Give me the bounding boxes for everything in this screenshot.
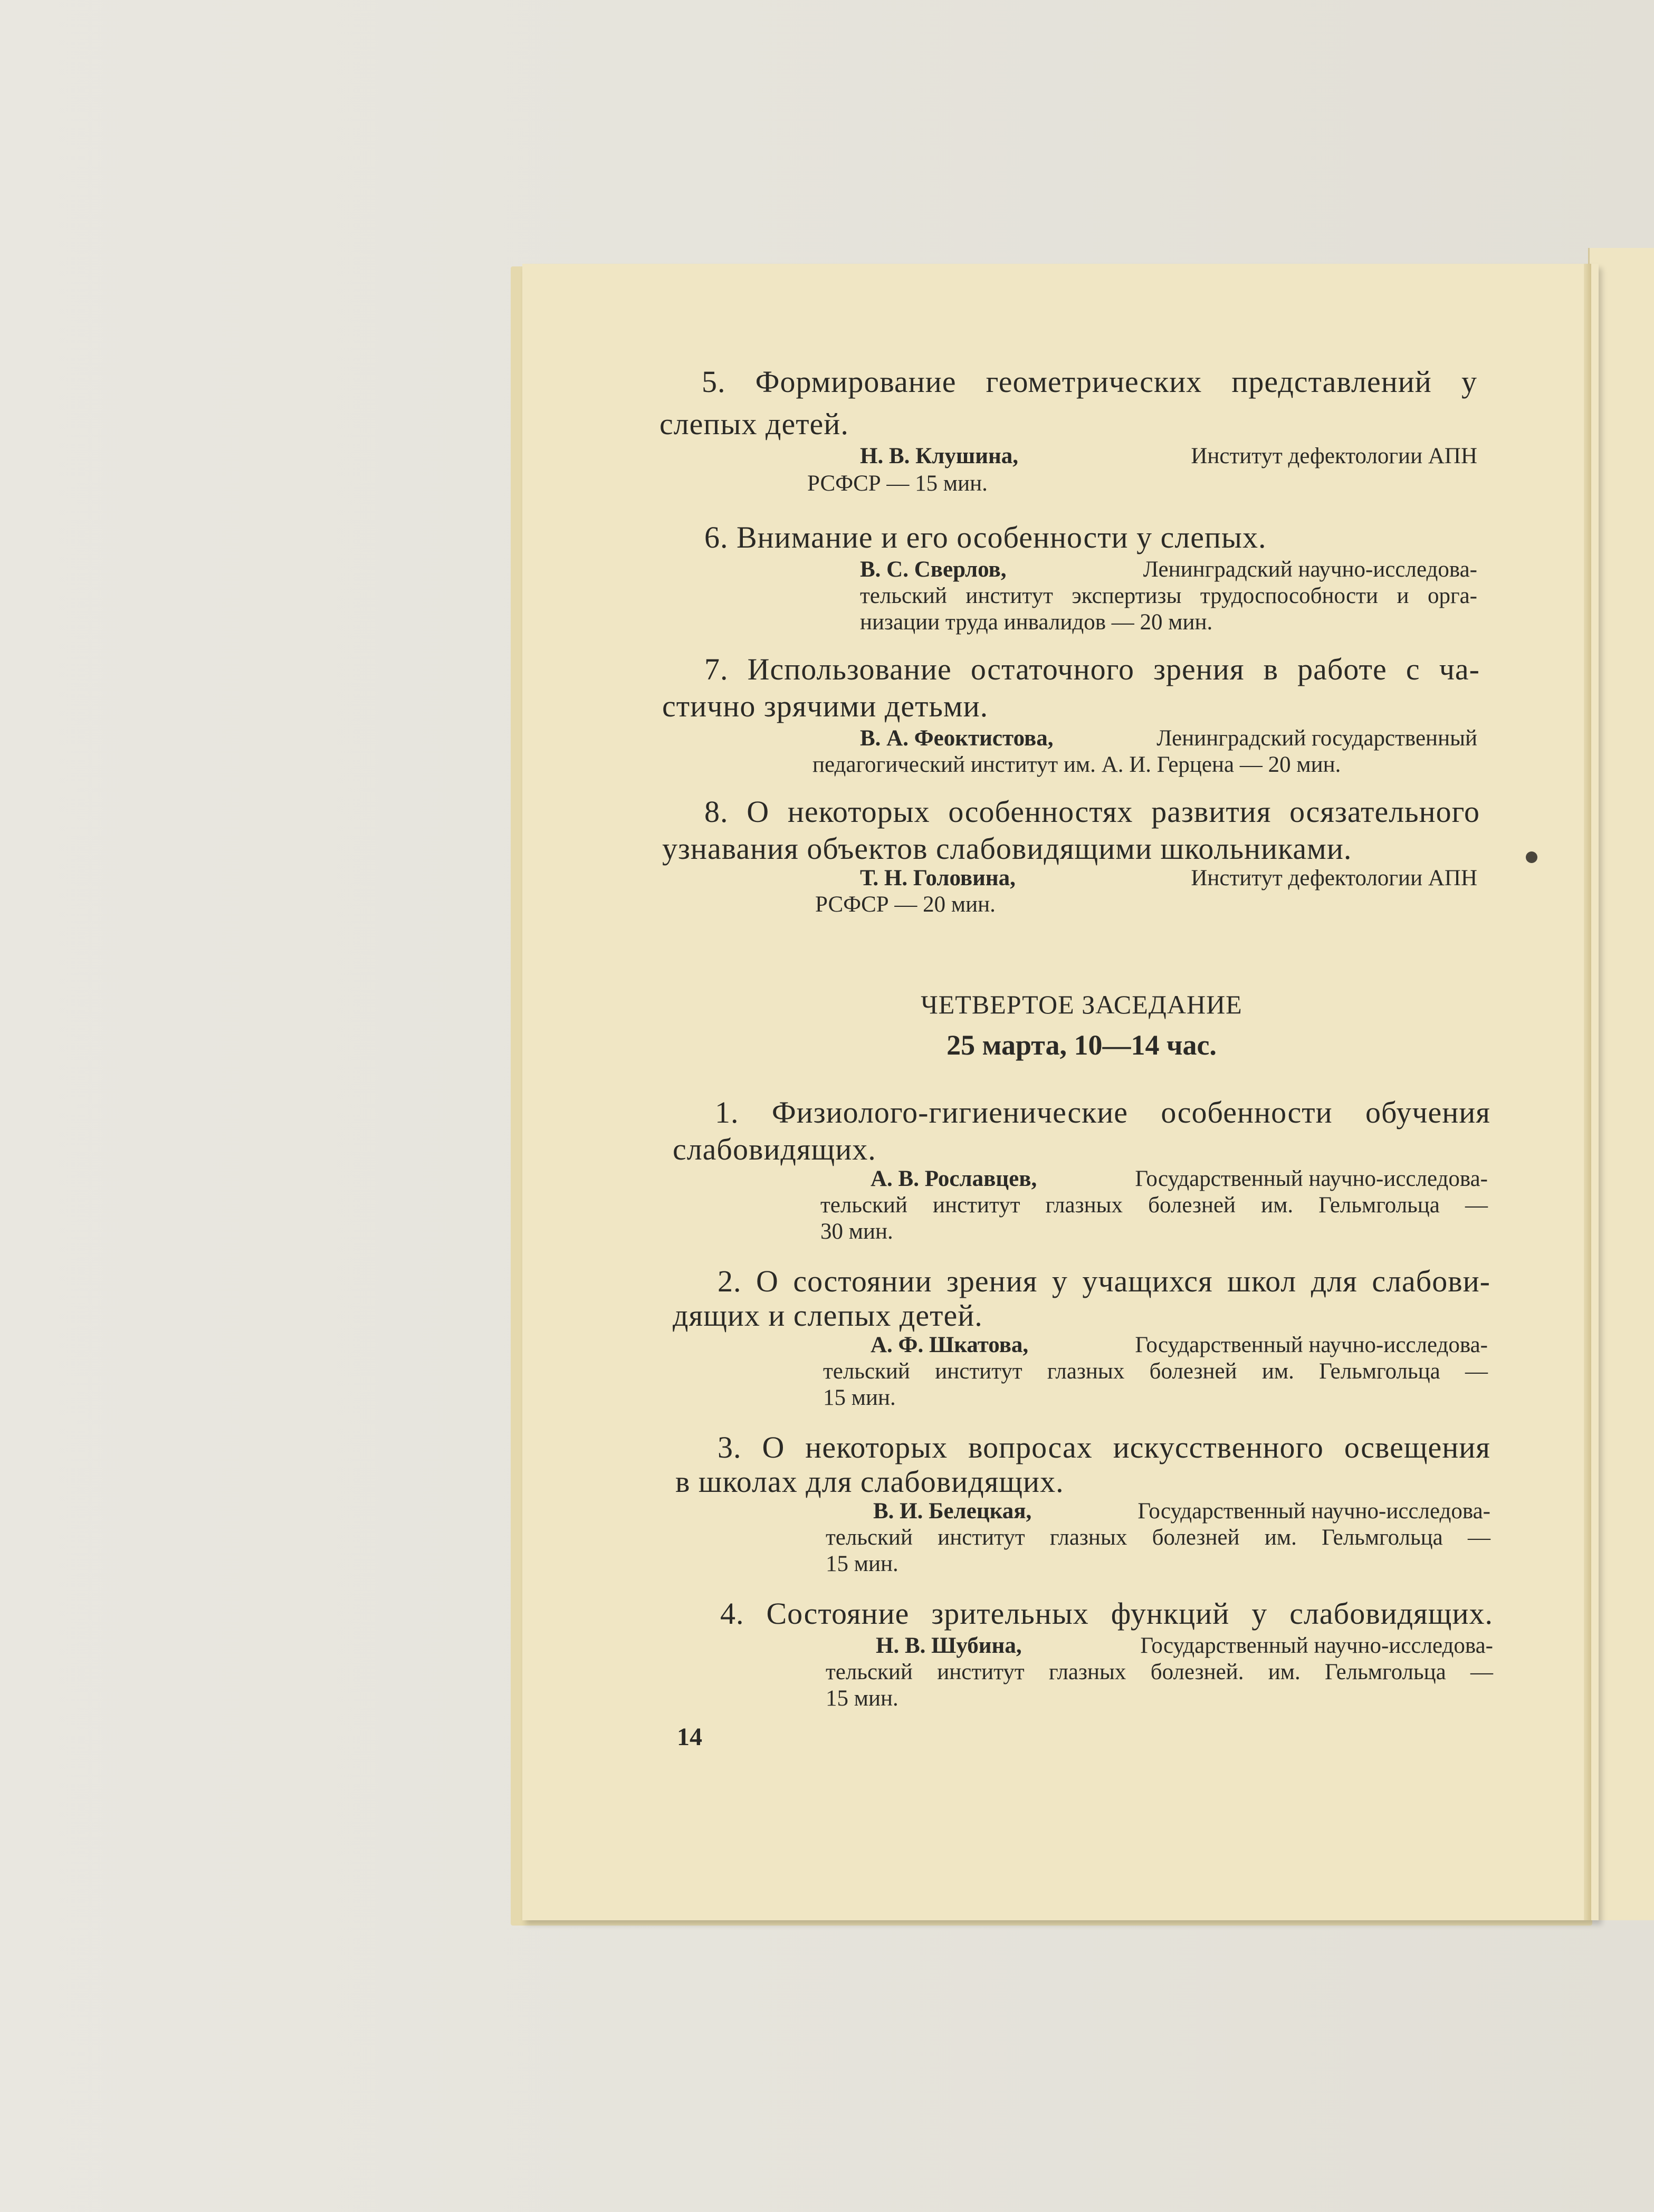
item-8-author-line-2: РСФСР — 20 мин.: [815, 892, 996, 917]
session-item-1-author-line-3: 30 мин.: [820, 1219, 893, 1244]
item-6-author-line-1: [860, 557, 1477, 582]
author-name: А. Ф. Шкатова,: [871, 1333, 1029, 1357]
item-6-author-line-2: тельский институт экспертизы трудоспособности и орга-: [860, 583, 1477, 608]
author-affiliation: Государственный научно-исследова-: [1137, 1499, 1490, 1524]
item-5-title-line-2: слепых детей.: [659, 407, 849, 441]
author-name: А. В. Рославцев,: [871, 1166, 1037, 1191]
author-affiliation: Государственный научно-исследова-: [1135, 1333, 1488, 1357]
item-5-title-line-1: 5. Формирование геометрических представлений у: [702, 365, 1477, 399]
author-affiliation: Ленинградский государственный: [1156, 726, 1477, 751]
session-item-1-title-line-2: слабовидящих.: [673, 1132, 876, 1166]
author-name: В. С. Сверлов,: [860, 557, 1007, 582]
session-item-4-author-line-3: 15 мин.: [826, 1686, 898, 1711]
item-6-title: 6. Внимание и его особенности у слепых.: [704, 520, 1267, 554]
session-item-2-title-line-2: дящих и слепых детей.: [673, 1298, 983, 1333]
item-7-author-line-2: педагогический институт им. А. И. Герцена — 20 мин.: [812, 752, 1341, 777]
item-5-author-line-1: [860, 443, 1477, 469]
session-item-4-author-line-2: тельский институт глазных болезней. им. Гельмгольца —: [826, 1660, 1493, 1684]
item-5-author-line-2: РСФСР — 15 мин.: [807, 471, 988, 496]
session-item-1-title-line-1: 1. Физиолого-гигиенические особенности обучения: [715, 1095, 1490, 1129]
item-7-author-line-1: [860, 725, 1477, 751]
author-name: Н. В. Клушина,: [860, 444, 1019, 468]
session-item-3-title-line-1: 3. О некоторых вопросах искусственного освещения: [718, 1430, 1490, 1464]
binding-gutter: [1584, 264, 1591, 1920]
session-item-2-author-line-3: 15 мин.: [823, 1385, 896, 1410]
author-name: В. И. Белецкая,: [873, 1499, 1032, 1524]
item-8-title-line-1: 8. О некоторых особенностях развития осязательного: [704, 794, 1480, 829]
author-affiliation: Государственный научно-исследова-: [1135, 1166, 1488, 1191]
session-item-1-author-line-2: тельский институт глазных болезней им. Гельмгольца —: [820, 1193, 1488, 1218]
session-item-3-author-line-2: тельский институт глазных болезней им. Гельмгольца —: [826, 1525, 1490, 1550]
item-7-title-line-1: 7. Использование остаточного зрения в работе с ча-: [704, 652, 1480, 686]
author-name: Т. Н. Головина,: [860, 866, 1016, 890]
author-name: Н. В. Шубина,: [876, 1633, 1022, 1658]
author-affiliation: Институт дефектологии АПН: [1191, 866, 1477, 890]
session-item-2-author-line-1: [871, 1332, 1488, 1358]
session-item-3-title-line-2: в школах для слабовидящих.: [675, 1464, 1064, 1499]
session-item-4-author-line-1: [876, 1633, 1493, 1659]
session-item-3-author-line-3: 15 мин.: [826, 1552, 898, 1576]
item-8-title-line-2: узнавания объектов слабовидящими школьниками.: [662, 831, 1352, 866]
staple-mark: [1526, 851, 1537, 863]
item-6-author-line-3: низации труда инвалидов — 20 мин.: [860, 610, 1213, 635]
author-affiliation: Институт дефектологии АПН: [1191, 444, 1477, 468]
author-affiliation: Государственный научно-исследова-: [1140, 1633, 1493, 1658]
session-date: 25 марта, 10—14 час.: [946, 1029, 1217, 1061]
item-8-author-line-1: [860, 865, 1477, 891]
session-heading: ЧЕТВЕРТОЕ ЗАСЕДАНИЕ: [921, 990, 1242, 1019]
item-7-title-line-2: стично зрячими детьми.: [662, 689, 989, 723]
page-number: 14: [677, 1723, 702, 1751]
session-item-1-author-line-1: [871, 1166, 1488, 1192]
session-item-2-title-line-1: 2. О состоянии зрения у учащихся школ для слабови-: [718, 1264, 1490, 1298]
session-item-4-title: 4. Состояние зрительных функций у слабовидящих.: [720, 1596, 1493, 1631]
author-name: В. А. Феоктистова,: [860, 726, 1054, 751]
session-item-2-author-line-2: тельский институт глазных болезней им. Гельмгольца —: [823, 1359, 1488, 1384]
author-affiliation: Ленинградский научно-исследова-: [1143, 557, 1477, 582]
session-item-3-author-line-1: [873, 1498, 1490, 1524]
